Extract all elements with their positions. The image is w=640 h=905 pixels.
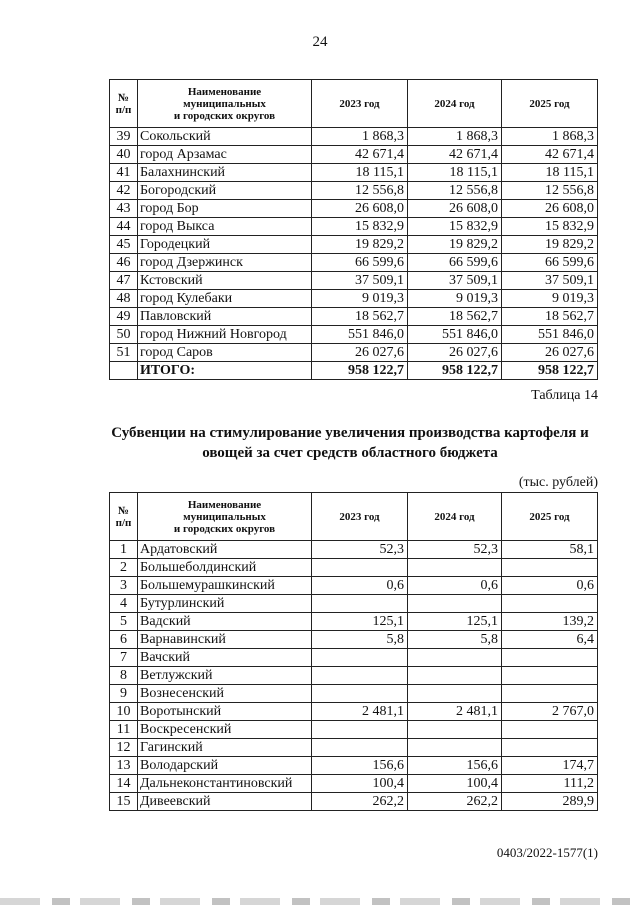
- value-2023: [312, 721, 408, 739]
- value-2025: 26 608,0: [502, 200, 598, 218]
- row-number: 6: [110, 631, 138, 649]
- value-2025: 551 846,0: [502, 326, 598, 344]
- municipality-name: город Кулебаки: [138, 290, 312, 308]
- row-number: 48: [110, 290, 138, 308]
- value-2023: 18 562,7: [312, 308, 408, 326]
- row-number: 50: [110, 326, 138, 344]
- header-2025: 2025 год: [502, 80, 598, 128]
- row-number: 39: [110, 128, 138, 146]
- table-row: [110, 577, 598, 595]
- row-number: 46: [110, 254, 138, 272]
- value-2025: 18 562,7: [502, 308, 598, 326]
- value-2023: 26 027,6: [312, 344, 408, 362]
- value-2023: [312, 649, 408, 667]
- value-2023: 52,3: [312, 541, 408, 559]
- value-2023: [312, 559, 408, 577]
- value-2024: 26 608,0: [408, 200, 502, 218]
- value-2024: [408, 667, 502, 685]
- value-2024: [408, 649, 502, 667]
- value-2025: 37 509,1: [502, 272, 598, 290]
- table-row: [110, 739, 598, 757]
- municipality-name: город Дзержинск: [138, 254, 312, 272]
- table-row: [110, 793, 598, 811]
- value-2024: 1 868,3: [408, 128, 502, 146]
- table-row: [110, 236, 598, 254]
- value-2025: 12 556,8: [502, 182, 598, 200]
- value-2023: 551 846,0: [312, 326, 408, 344]
- section-title: Субвенции на стимулирование увеличения производства картофеля и овощей за счет средств областного бюджета: [111, 425, 589, 461]
- value-2024: 52,3: [408, 541, 502, 559]
- row-number: 15: [110, 793, 138, 811]
- header-2024: 2024 год: [408, 493, 502, 541]
- value-2023: [312, 667, 408, 685]
- row-number: 51: [110, 344, 138, 362]
- units-note: (тыс. рублей): [518, 475, 598, 490]
- row-number: 4: [110, 595, 138, 613]
- row-number: 10: [110, 703, 138, 721]
- table-row: [110, 128, 598, 146]
- value-2024: 37 509,1: [408, 272, 502, 290]
- row-number: 43: [110, 200, 138, 218]
- value-2024: [408, 721, 502, 739]
- table-row: [110, 218, 598, 236]
- municipality-name: Сокольский: [138, 128, 312, 146]
- value-2024: 9 019,3: [408, 290, 502, 308]
- value-2023: 26 608,0: [312, 200, 408, 218]
- value-2024: 66 599,6: [408, 254, 502, 272]
- value-2024: 26 027,6: [408, 344, 502, 362]
- table-row: [110, 254, 598, 272]
- value-2024: [408, 739, 502, 757]
- municipality-name: Воротынский: [138, 703, 312, 721]
- value-2024: 18 562,7: [408, 308, 502, 326]
- value-2023: 15 832,9: [312, 218, 408, 236]
- value-2023: 19 829,2: [312, 236, 408, 254]
- municipality-name: Городецкий: [138, 236, 312, 254]
- value-2023: 125,1: [312, 613, 408, 631]
- value-2023: 37 509,1: [312, 272, 408, 290]
- value-2025: 289,9: [502, 793, 598, 811]
- table-row: [110, 721, 598, 739]
- table-label: Таблица 14: [531, 388, 598, 403]
- row-number: 42: [110, 182, 138, 200]
- table-row: [110, 757, 598, 775]
- total-num: [110, 362, 138, 380]
- table-row: [110, 326, 598, 344]
- value-2025: [502, 559, 598, 577]
- row-number: 9: [110, 685, 138, 703]
- table-row: [110, 631, 598, 649]
- header-name: Наименование муниципальных и городских округов: [138, 80, 312, 128]
- value-2023: 262,2: [312, 793, 408, 811]
- row-number: 2: [110, 559, 138, 577]
- municipality-name: Вадский: [138, 613, 312, 631]
- table-total-row: [110, 362, 598, 380]
- municipality-name: Воскресенский: [138, 721, 312, 739]
- table-row: [110, 595, 598, 613]
- table-row: [110, 649, 598, 667]
- value-2025: 9 019,3: [502, 290, 598, 308]
- municipality-name: Павловский: [138, 308, 312, 326]
- municipality-name: Ардатовский: [138, 541, 312, 559]
- municipality-name: Володарский: [138, 757, 312, 775]
- row-number: 14: [110, 775, 138, 793]
- municipality-name: город Выкса: [138, 218, 312, 236]
- value-2024: 100,4: [408, 775, 502, 793]
- municipality-name: Богородский: [138, 182, 312, 200]
- table-row: [110, 559, 598, 577]
- total-2025: 958 122,7: [502, 362, 598, 380]
- value-2024: [408, 685, 502, 703]
- table-row: [110, 775, 598, 793]
- value-2023: [312, 739, 408, 757]
- row-number: 40: [110, 146, 138, 164]
- row-number: 5: [110, 613, 138, 631]
- table-potato-vegetable-subventions: [109, 492, 598, 811]
- value-2024: 262,2: [408, 793, 502, 811]
- value-2024: 5,8: [408, 631, 502, 649]
- municipality-name: Вознесенский: [138, 685, 312, 703]
- value-2023: 1 868,3: [312, 128, 408, 146]
- row-number: 47: [110, 272, 138, 290]
- value-2025: 2 767,0: [502, 703, 598, 721]
- value-2024: 42 671,4: [408, 146, 502, 164]
- value-2023: 156,6: [312, 757, 408, 775]
- value-2024: 125,1: [408, 613, 502, 631]
- value-2023: 5,8: [312, 631, 408, 649]
- municipality-name: город Арзамас: [138, 146, 312, 164]
- header-2025: 2025 год: [502, 493, 598, 541]
- value-2024: 19 829,2: [408, 236, 502, 254]
- row-number: 1: [110, 541, 138, 559]
- value-2024: 551 846,0: [408, 326, 502, 344]
- header-num: № п/п: [110, 493, 138, 541]
- total-2024: 958 122,7: [408, 362, 502, 380]
- table-header-row: [110, 493, 598, 541]
- municipality-name: Кстовский: [138, 272, 312, 290]
- value-2025: 66 599,6: [502, 254, 598, 272]
- municipality-name: Ветлужский: [138, 667, 312, 685]
- header-2023: 2023 год: [312, 80, 408, 128]
- value-2024: 156,6: [408, 757, 502, 775]
- value-2023: [312, 595, 408, 613]
- value-2025: 111,2: [502, 775, 598, 793]
- table-header-row: [110, 80, 598, 128]
- value-2025: 6,4: [502, 631, 598, 649]
- table-row: [110, 272, 598, 290]
- municipality-name: Дивеевский: [138, 793, 312, 811]
- value-2023: 2 481,1: [312, 703, 408, 721]
- table-row: [110, 308, 598, 326]
- page-number: 24: [312, 34, 328, 50]
- value-2024: 15 832,9: [408, 218, 502, 236]
- table-row: [110, 290, 598, 308]
- total-2023: 958 122,7: [312, 362, 408, 380]
- table-row: [110, 164, 598, 182]
- value-2023: 12 556,8: [312, 182, 408, 200]
- municipality-name: Гагинский: [138, 739, 312, 757]
- municipality-name: Большеболдинский: [138, 559, 312, 577]
- municipality-name: Балахнинский: [138, 164, 312, 182]
- value-2025: 26 027,6: [502, 344, 598, 362]
- value-2025: [502, 739, 598, 757]
- value-2025: 0,6: [502, 577, 598, 595]
- value-2025: [502, 667, 598, 685]
- municipality-name: Дальнеконстантиновский: [138, 775, 312, 793]
- document-code: 0403/2022-1577(1): [496, 845, 598, 860]
- value-2023: 42 671,4: [312, 146, 408, 164]
- row-number: 12: [110, 739, 138, 757]
- row-number: 11: [110, 721, 138, 739]
- header-2024: 2024 год: [408, 80, 502, 128]
- row-number: 49: [110, 308, 138, 326]
- value-2025: 19 829,2: [502, 236, 598, 254]
- table-row: [110, 541, 598, 559]
- row-number: 8: [110, 667, 138, 685]
- value-2024: [408, 595, 502, 613]
- table-row: [110, 344, 598, 362]
- value-2025: 1 868,3: [502, 128, 598, 146]
- value-2023: 66 599,6: [312, 254, 408, 272]
- value-2025: [502, 685, 598, 703]
- value-2024: [408, 559, 502, 577]
- row-number: 41: [110, 164, 138, 182]
- value-2024: 2 481,1: [408, 703, 502, 721]
- municipality-name: город Нижний Новгород: [138, 326, 312, 344]
- value-2023: 18 115,1: [312, 164, 408, 182]
- table-row: [110, 667, 598, 685]
- table-row: [110, 703, 598, 721]
- municipality-name: Бутурлинский: [138, 595, 312, 613]
- table-row: [110, 182, 598, 200]
- value-2025: [502, 649, 598, 667]
- header-num: № п/п: [110, 80, 138, 128]
- value-2023: 9 019,3: [312, 290, 408, 308]
- municipality-name: город Саров: [138, 344, 312, 362]
- municipality-name: Варнавинский: [138, 631, 312, 649]
- header-2023: 2023 год: [312, 493, 408, 541]
- municipality-name: Вачский: [138, 649, 312, 667]
- municipality-name: город Бор: [138, 200, 312, 218]
- municipality-name: Большемурашкинский: [138, 577, 312, 595]
- table-row: [110, 146, 598, 164]
- header-name: Наименование муниципальных и городских округов: [138, 493, 312, 541]
- table-subventions-part: [109, 79, 598, 380]
- value-2023: 0,6: [312, 577, 408, 595]
- row-number: 45: [110, 236, 138, 254]
- value-2023: [312, 685, 408, 703]
- value-2025: [502, 595, 598, 613]
- row-number: 44: [110, 218, 138, 236]
- scan-artifact: [0, 898, 640, 905]
- table-row: [110, 685, 598, 703]
- table-row: [110, 613, 598, 631]
- row-number: 13: [110, 757, 138, 775]
- value-2025: 139,2: [502, 613, 598, 631]
- value-2025: 18 115,1: [502, 164, 598, 182]
- total-label: ИТОГО:: [138, 362, 312, 380]
- value-2024: 0,6: [408, 577, 502, 595]
- table-row: [110, 200, 598, 218]
- value-2025: 174,7: [502, 757, 598, 775]
- value-2025: [502, 721, 598, 739]
- value-2025: 58,1: [502, 541, 598, 559]
- row-number: 3: [110, 577, 138, 595]
- value-2025: 42 671,4: [502, 146, 598, 164]
- row-number: 7: [110, 649, 138, 667]
- value-2024: 12 556,8: [408, 182, 502, 200]
- value-2024: 18 115,1: [408, 164, 502, 182]
- value-2025: 15 832,9: [502, 218, 598, 236]
- value-2023: 100,4: [312, 775, 408, 793]
